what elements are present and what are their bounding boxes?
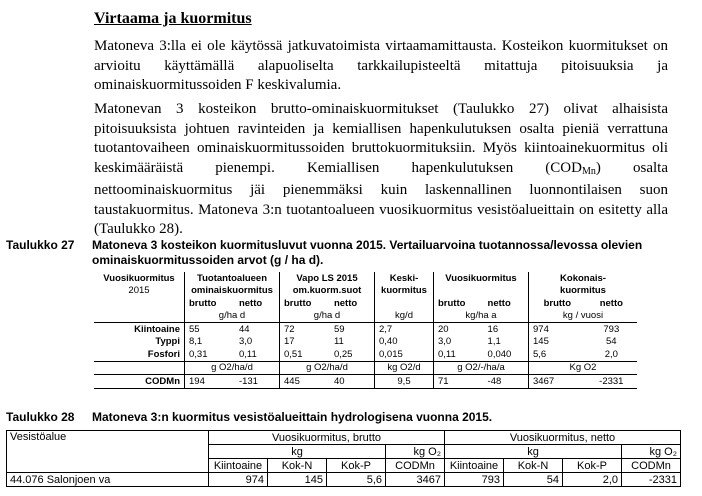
t28-cell: 2,0 [563,473,622,487]
t28-col-header: Kok-N [268,459,327,473]
t27-unit-gha-2: g/ha d [280,310,375,323]
t27-h-kok1: Kokonais- [529,272,638,285]
t27-cell: 11 [333,336,344,348]
t27-unit-gha-1: g/ha d [185,310,280,323]
t27-cell: 0,40 [375,336,434,349]
t27-cell: 145 [529,336,586,349]
t28-cell: -2331 [622,473,681,487]
t27-cell: 71 [434,375,484,389]
t28-col-header: Kok-N [504,459,563,473]
t28-col-header: CODMn [386,459,445,473]
t27-h-keski2: kuormitus [375,285,434,298]
t28-col-header: Kok-P [327,459,386,473]
t27-cell: 3,0 [238,336,253,348]
t27-h-brutto-2: brutto [280,297,330,310]
t28-cell: 54 [504,473,563,487]
t28-cell: 3467 [386,473,445,487]
t27-cell: 59 [333,323,345,335]
t27-h-tuot1: Tuotantoalueen [185,272,280,285]
t28-cell: 5,6 [327,473,386,487]
t27-h-vapo2: om.kuorm.suot [280,285,375,298]
t27-row-name: CODMn [94,375,185,389]
t28-col-header: Kiintoaine [209,459,268,473]
t27-cell: 2,7 [375,323,434,336]
t27-cell: 793 [603,323,620,335]
t27-cell: 9,5 [375,375,434,389]
paragraph-2-text-b: ) osalta nettoominaiskuormitus jäi pienemmäksi kuin laskennallinen luonnontilaisen suon taustakuormitus. Matoneva 3:n tuotantoalueen vuosikuormitus vesistöalueittain on esitetty alla (Taulukko 28). [94,159,668,237]
t27-cell: 54 [606,336,617,348]
t27-cell: -131 [235,375,280,389]
t27-cell: 3467 [529,375,586,389]
table28-caption [6,410,652,425]
t27-h-vuosikuormitus: Vuosikuormitus [103,272,175,284]
t27-cell: 55 [185,323,235,336]
paragraph-2-text-a: Matonevan 3 kosteikon brutto-ominaiskuormitukset (Taulukko 27) olivat alhaisista pitoisuuksista johtuen ravinteiden ja kemiallisen hapenkulutuksen osalta pieniä verrattuna tuotantovaiheen ominaiskuormitussoiden bruttokuormituksiin. Myös kiintoainekuormitus oli keskimääräistä pienempi. Kemiallisen hapenkulutuksen (COD [94,101,668,176]
t28-col-header: Kok-P [563,459,622,473]
t27-cell: 44 [238,323,250,335]
t27-cell: 0,11 [434,348,484,361]
table28 [6,430,681,487]
t27-cell: 3,0 [434,336,484,349]
t27-row-name: Typpi [155,336,180,348]
t27-unit-go2ha: g O2/-/ha/a [434,361,529,375]
t28-cell: 145 [268,473,327,487]
t27-cell: 20 [434,323,484,336]
t27-row-name: Fosfori [94,348,185,361]
t27-unit-kgha: kg/ha a [434,310,529,323]
t27-cell: 0,25 [330,348,375,361]
t27-cell: 445 [280,375,330,389]
t27-unit-kgo2: Kg O2 [529,361,638,375]
t27-h-keski1: Keski- [375,272,434,285]
t27-h-brutto-3: brutto [434,297,484,310]
t28-h-vesistoalue: Vesistöalue [7,431,209,473]
t27-h-netto-4: netto [599,297,623,309]
t27-cell: 0,11 [235,348,280,361]
t28-col-header: Kiintoaine [445,459,504,473]
table27 [94,272,637,389]
t27-h-netto-1: netto [238,297,263,309]
t27-cell: 8,1 [185,336,235,349]
t27-cell: 0,51 [280,348,330,361]
t27-h-kok2: kuormitus [529,285,638,298]
t28-row-name: 44.076 Salonjoen va [7,473,209,487]
section-heading: Virtaama ja kuormitus [94,10,252,27]
table28-label: Taulukko 28 [6,410,75,424]
t28-cell: 974 [209,473,268,487]
t27-cell: 16 [487,323,499,335]
t27-cell: 0,040 [484,348,529,361]
t27-unit-go2-2: g O2/ha/d [280,361,375,375]
t27-cell: 194 [185,375,235,389]
t28-h-brutto: Vuosikuormitus, brutto [209,431,445,445]
t27-h-netto-3: netto [487,297,511,309]
t27-cell: -2331 [586,375,637,389]
table27-caption-text: Matoneva 3 kosteikon kuormitusluvut vuonna 2015. Vertailuarvoina tuotannossa/levossa olevien ominaiskuormitussoiden arvot (g / ha d). [92,238,643,267]
t28-unit-kgo2-brutto: kg O₂ [386,445,445,459]
t27-row-name: Kiintoaine [134,323,180,335]
t27-unit-kgo2d: kg O2/d [375,361,434,375]
t27-h-brutto-1: brutto [185,297,235,310]
t28-unit-kg-brutto: kg [209,445,386,459]
table27-caption [6,238,652,268]
paragraph-2 [94,100,668,240]
table28-caption-text: Matoneva 3:n kuormitus vesistöalueittain hydrologisena vuonna 2015. [92,410,493,424]
t27-cell: 1,1 [487,336,501,348]
t27-cell: 40 [330,375,375,389]
t27-cell: 0,31 [185,348,235,361]
t27-h-year: 2015 [128,285,150,297]
t27-cell: 72 [280,323,330,336]
t27-cell: 17 [280,336,330,349]
t28-col-header: CODMn [622,459,681,473]
t27-h-tuot2: ominaiskuormitus [185,285,280,298]
t27-cell: 974 [529,323,586,336]
t27-cell: 2,0 [586,348,637,361]
cod-subscript: Mn [581,165,596,177]
t27-h-vuosi: Vuosikuormitus [434,272,529,285]
t28-h-netto: Vuosikuormitus, netto [445,431,681,445]
t27-cell: 5,6 [529,348,586,361]
t27-cell: -48 [484,375,529,389]
t27-h-brutto-4: brutto [529,297,586,310]
t28-unit-kg-netto: kg [445,445,622,459]
t28-cell: 793 [445,473,504,487]
t28-unit-kgo2-netto: kg O₂ [622,445,681,459]
table27-label: Taulukko 27 [6,238,75,252]
paragraph-1: Matoneva 3:lla ei ole käytössä jatkuvatoimista virtaamamittausta. Kosteikon kuormitukset on arvioitu käyttämällä alapuoliselta tarkkailupisteeltä mitattuja pitoisuuksia ja ominaiskuormitussoiden F keskivalumia. [94,38,668,93]
t27-cell: 0,015 [375,348,434,361]
t27-h-vapo1: Vapo LS 2015 [280,272,375,285]
t27-h-netto-2: netto [333,297,358,309]
t27-unit-kgd: kg/d [375,310,434,323]
t27-unit-go2-1: g O2/ha/d [185,361,280,375]
t27-unit-kgvuosi: kg / vuosi [529,310,638,323]
